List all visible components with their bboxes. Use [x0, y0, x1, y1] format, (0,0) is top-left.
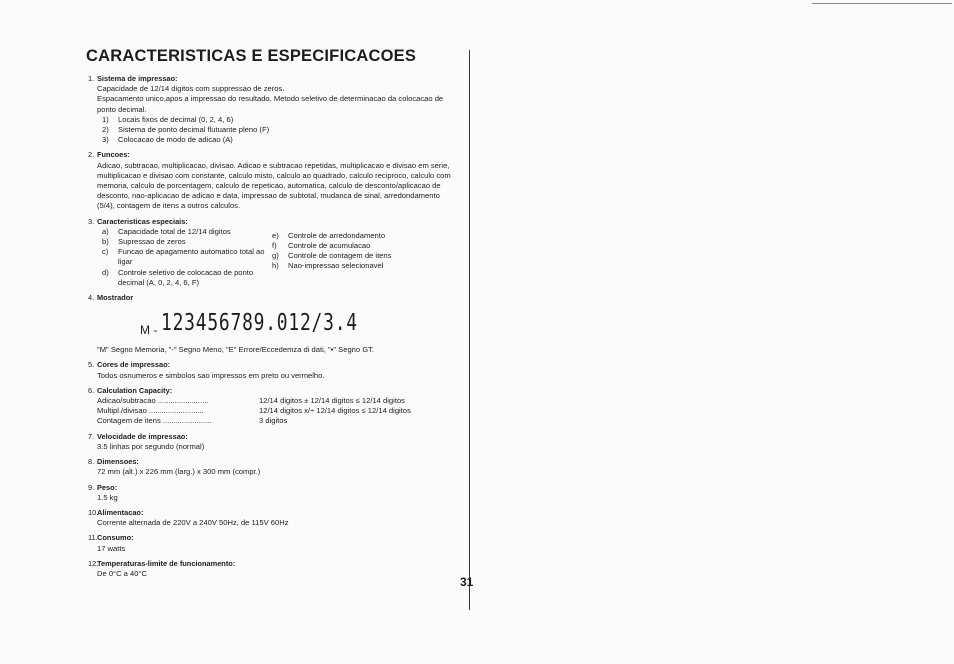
sub-list	[88, 115, 458, 146]
list-item: 2) Sistema de ponto decimal flutuante pleno (F)	[102, 125, 270, 135]
section-number: 9.	[88, 482, 95, 492]
list-item: f) Controle de acumulacao	[272, 241, 371, 251]
section-number: 8.	[88, 457, 95, 467]
section-consumption	[88, 533, 458, 553]
section-print-colors	[88, 360, 458, 380]
section-calculation-capacity	[88, 386, 458, 427]
capacity-row: Adicao/subtracao ........................ 12/14 digitos ± 12/14 digitos ≤ 12/14 digitos	[97, 396, 405, 406]
list-item: b) Supressao de zeros	[102, 237, 186, 247]
section-dimensions	[88, 457, 458, 477]
spec-list	[88, 74, 458, 584]
features-left-column	[102, 227, 272, 288]
capacity-row: Contagem de itens ....................... 3 digitos	[97, 416, 288, 426]
list-item: d) Controle seletivo de colocacao de ponto decimal (A, 0, 2, 4, 6, F)	[102, 267, 254, 287]
display-digits: 123456789.012/3.4	[161, 310, 359, 337]
section-power-supply	[88, 508, 458, 528]
page-title: CARACTERISTICAS E ESPECIFICACOES	[86, 47, 417, 65]
section-text: Corrente alternada de 220V a 240V 50Hz, de 115V 60Hz	[97, 518, 289, 528]
section-text: Capacidade de 12/14 digitos com suppressao de zeros.	[97, 84, 285, 94]
section-special-features	[88, 217, 458, 288]
section-heading: Dimensoes:	[97, 457, 139, 467]
section-text: Espacamento unico,apos a impressao do resultado. Metodo seletivo de determinacao da colocacao de ponto decimal.	[97, 94, 444, 114]
section-heading: Funcoes:	[97, 150, 130, 160]
section-number: 3.	[88, 216, 95, 226]
section-heading: Caracteristicas especiais:	[97, 216, 188, 226]
section-heading: Mostrador	[97, 293, 134, 303]
section-number: 5.	[88, 360, 95, 370]
list-item: e) Controle de arredondamento	[272, 230, 386, 240]
section-heading: Temperaturas-limite de funcionamento:	[97, 558, 236, 568]
section-text: 3.5 linhas por segundo (normal)	[97, 441, 205, 451]
section-heading: Sistema de impressao:	[97, 74, 178, 83]
features-right-column	[272, 227, 442, 288]
section-text: Todos osnumeros e simbolos sao impressos em preto ou vermelho.	[97, 370, 325, 380]
section-text: 1.5 kg	[97, 492, 118, 502]
section-number: 11.	[88, 533, 98, 543]
section-heading: Consumo:	[97, 533, 134, 543]
section-functions	[88, 150, 458, 211]
section-text: 17 watts	[97, 543, 126, 553]
section-number: 4.	[88, 293, 95, 303]
section-number: 6.	[88, 385, 95, 395]
section-heading: Peso:	[97, 482, 118, 492]
list-item: g) Controle de contagem de itens	[272, 251, 392, 261]
section-heading: Velocidade de impressao:	[97, 431, 188, 441]
display-caption: "M" Segno Memoria, "-" Segno Meno, "E" Errore/Eccedemza di dati, "•" Segno GT.	[97, 345, 375, 355]
section-text: De 0°C a 40°C	[97, 568, 147, 578]
section-number: 10.	[88, 507, 99, 517]
section-print-speed	[88, 432, 458, 452]
display-symbols: M -	[140, 323, 158, 338]
capacity-row: Multipl./divisao .......................... 12/14 digitos x/÷ 12/14 digitos ≤ 12/14 digitos	[97, 406, 411, 416]
list-item: h) Nao-impressao selecionavel	[272, 261, 384, 271]
list-item: 1) Locais fixos de decimal (0, 2, 4, 6)	[102, 114, 234, 124]
list-item: a) Capacidade total de 12/14 digitos	[102, 226, 231, 236]
list-item: 3) Colocacao de modo de adicao (A)	[102, 135, 233, 145]
section-text: 72 mm (alt.) x 226 mm (larg.) x 300 mm (compr.)	[97, 467, 261, 477]
section-heading: Cores de impressao:	[97, 360, 171, 370]
section-number: 2.	[88, 150, 95, 160]
section-number: 7.	[88, 431, 95, 441]
top-edge-rule	[812, 3, 952, 4]
section-heading: Alimentacao:	[97, 507, 144, 517]
section-print-system	[88, 74, 458, 145]
page-number: 31	[460, 575, 474, 589]
display-sample	[88, 310, 458, 338]
section-text: Adicao, subtracao, multiplicacao, divisao. Adicao e subtracao repetidas, multiplicacao e divisao em serie, multiplicacao e divisao com constante, calculo misto, calculo ao quadrado, calculo reciproco, calculo com memoria, calculo de porcentagem, calculo de repeticao, automatica, calculo de desconto/aplicacao de desconto, nao-aplicacao de adicao e data, impressao de subtotal, mudanca de sinal, arredondamento (5/4), contagem de itens a outros calculos.	[97, 160, 451, 211]
section-display	[88, 293, 458, 355]
page-divider-line	[469, 50, 470, 610]
section-heading: Calculation Capacity:	[97, 385, 173, 395]
list-item: c) Funcao de apagamento automatico total ao ligar	[102, 247, 265, 267]
section-weight	[88, 483, 458, 503]
section-number: 12.	[88, 558, 99, 568]
section-operating-temperature	[88, 559, 458, 579]
section-number: 1.	[88, 74, 95, 83]
